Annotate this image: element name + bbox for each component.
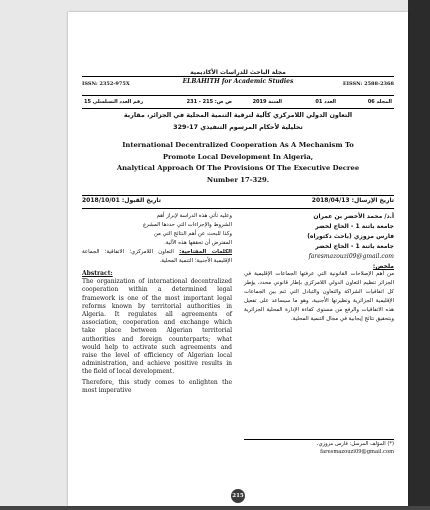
eissn: EISSN: 2588-2368 — [342, 81, 394, 87]
abstract-label: Abstract: — [82, 270, 113, 277]
title-arabic-line: تحليلية لأحكام المرسوم التنفيذي 17-329 — [173, 123, 303, 131]
serial-number: رقم العدد التسلسلي 15 — [84, 99, 144, 105]
keywords-label: الكلمات المفتاحية: — [179, 249, 232, 255]
footnote — [244, 439, 394, 456]
year: السنة 2019 — [252, 99, 282, 105]
title-arabic-line: التعاون الدولي اللامركزي كآلية لترقية التنمية المحلية في الجزائر، مقاربة — [123, 111, 353, 119]
received-date: تاريخ الإرسال: 2018/04/13 — [311, 197, 394, 204]
journal-title-arabic: مجلة الباحث للدراسات الأكاديمية — [190, 69, 286, 76]
left-column — [82, 212, 232, 492]
author-line: جامعة باتنة 1 - الحاج لخضر — [315, 243, 394, 250]
abstract-continued: Therefore, this study comes to enlighten the most imperative — [82, 378, 232, 394]
summary-text: من أهم الإصلاحات القانونية التي عرفتها الجماعات الإقليمية في الجزائر تنظيم التعاون الدولي اللامركزي بإطار قانوني محدد، يؤطر كل اتفاقيات الشراكة والتعاون والتبادل التي تتم بين الجماعات الإقليمية الجزائرية ونظيرتها الأجنبية، وهو ما سيساعد على تفعيل هذه الاتفاقيات والرفع من مستوى كفاءة الإدارة المحلية الجزائرية وبتحقيق نتائج إيجابية في مجال التنمية المحلية. — [244, 271, 394, 322]
document-page — [68, 12, 408, 506]
page-number — [68, 482, 408, 503]
title-english-line: International Decentralized Cooperation As A Mechanism To — [122, 141, 354, 149]
text-line: وكذا للبحث عن أهم النتائج التي من — [153, 231, 232, 237]
author-line: جامعة باتنة 1 - الحاج لخضر — [315, 223, 394, 230]
abstract — [82, 270, 232, 395]
arabic-intro-continued — [82, 212, 232, 248]
keywords-text: التعاون اللامركزي؛ الاتفاقية؛ الجماعة الإقليمية الأجنبية؛ التنمية المحلية. — [82, 249, 232, 264]
issn: ISSN: 2352-975X — [82, 81, 130, 87]
dates-bar — [82, 195, 394, 209]
title-english-line: Number 17-329. — [206, 175, 270, 184]
title-arabic — [82, 109, 394, 133]
summary-label: ملخص: — [372, 263, 394, 270]
keywords — [82, 248, 232, 266]
page-number-badge: 215 — [231, 489, 245, 503]
accepted-date: تاريخ القبول: 2018/10/01 — [82, 197, 161, 204]
journal-title-english: ELBAHITH for Academic Studies — [182, 78, 294, 85]
title-english-line: Analytical Approach Of The Provisions Of The Executive Decree — [116, 164, 360, 172]
authors-block — [244, 212, 394, 252]
issue: العدد 01 — [315, 99, 336, 105]
viewer-scrollbar-area[interactable] — [408, 0, 430, 510]
author-line: فارس مزوزي (باحث دكتوراه) — [307, 233, 394, 240]
volume: المجلد 06 — [367, 99, 392, 105]
text-line: وعليه تأتي هذه الدراسة لإبراز أهم — [156, 213, 232, 219]
author-email[interactable]: faresmazouzi09@gmail.com — [308, 253, 394, 260]
text-line: المفترض أن تحققها هذه الآلية. — [164, 240, 232, 246]
viewer-bottom-edge — [0, 506, 430, 510]
abstract-text: The organization of international decentralized cooperation within a determined legal framework is one of the most important legal reforms known by territorial authorities in Algeria. It regulates all agreements of association, cooperation and exchange which take place between Algerian territorial authorities and foreign counterparts; what would help to activate such agreements and raise the level of efficiency of Algerian local administration, and achieve positive results in the field of local development. — [82, 278, 232, 376]
text-line: الشروط والإجراءات التي حددها المشرع — [142, 222, 232, 228]
issue-meta-row — [82, 98, 394, 109]
footnote-email[interactable]: faresmazouzi09@gmail.com — [320, 449, 394, 455]
title-english-line: Promote Local Development In Algeria, — [162, 152, 314, 161]
pages: ص ص: 215 - 231 — [186, 99, 232, 105]
title-english — [82, 140, 394, 186]
author-line: أ.د/ محمد الأخضر بن عمران — [313, 213, 394, 220]
footnote-arabic: (*) المؤلف المرسل: فارس مزوزي، — [316, 441, 394, 447]
